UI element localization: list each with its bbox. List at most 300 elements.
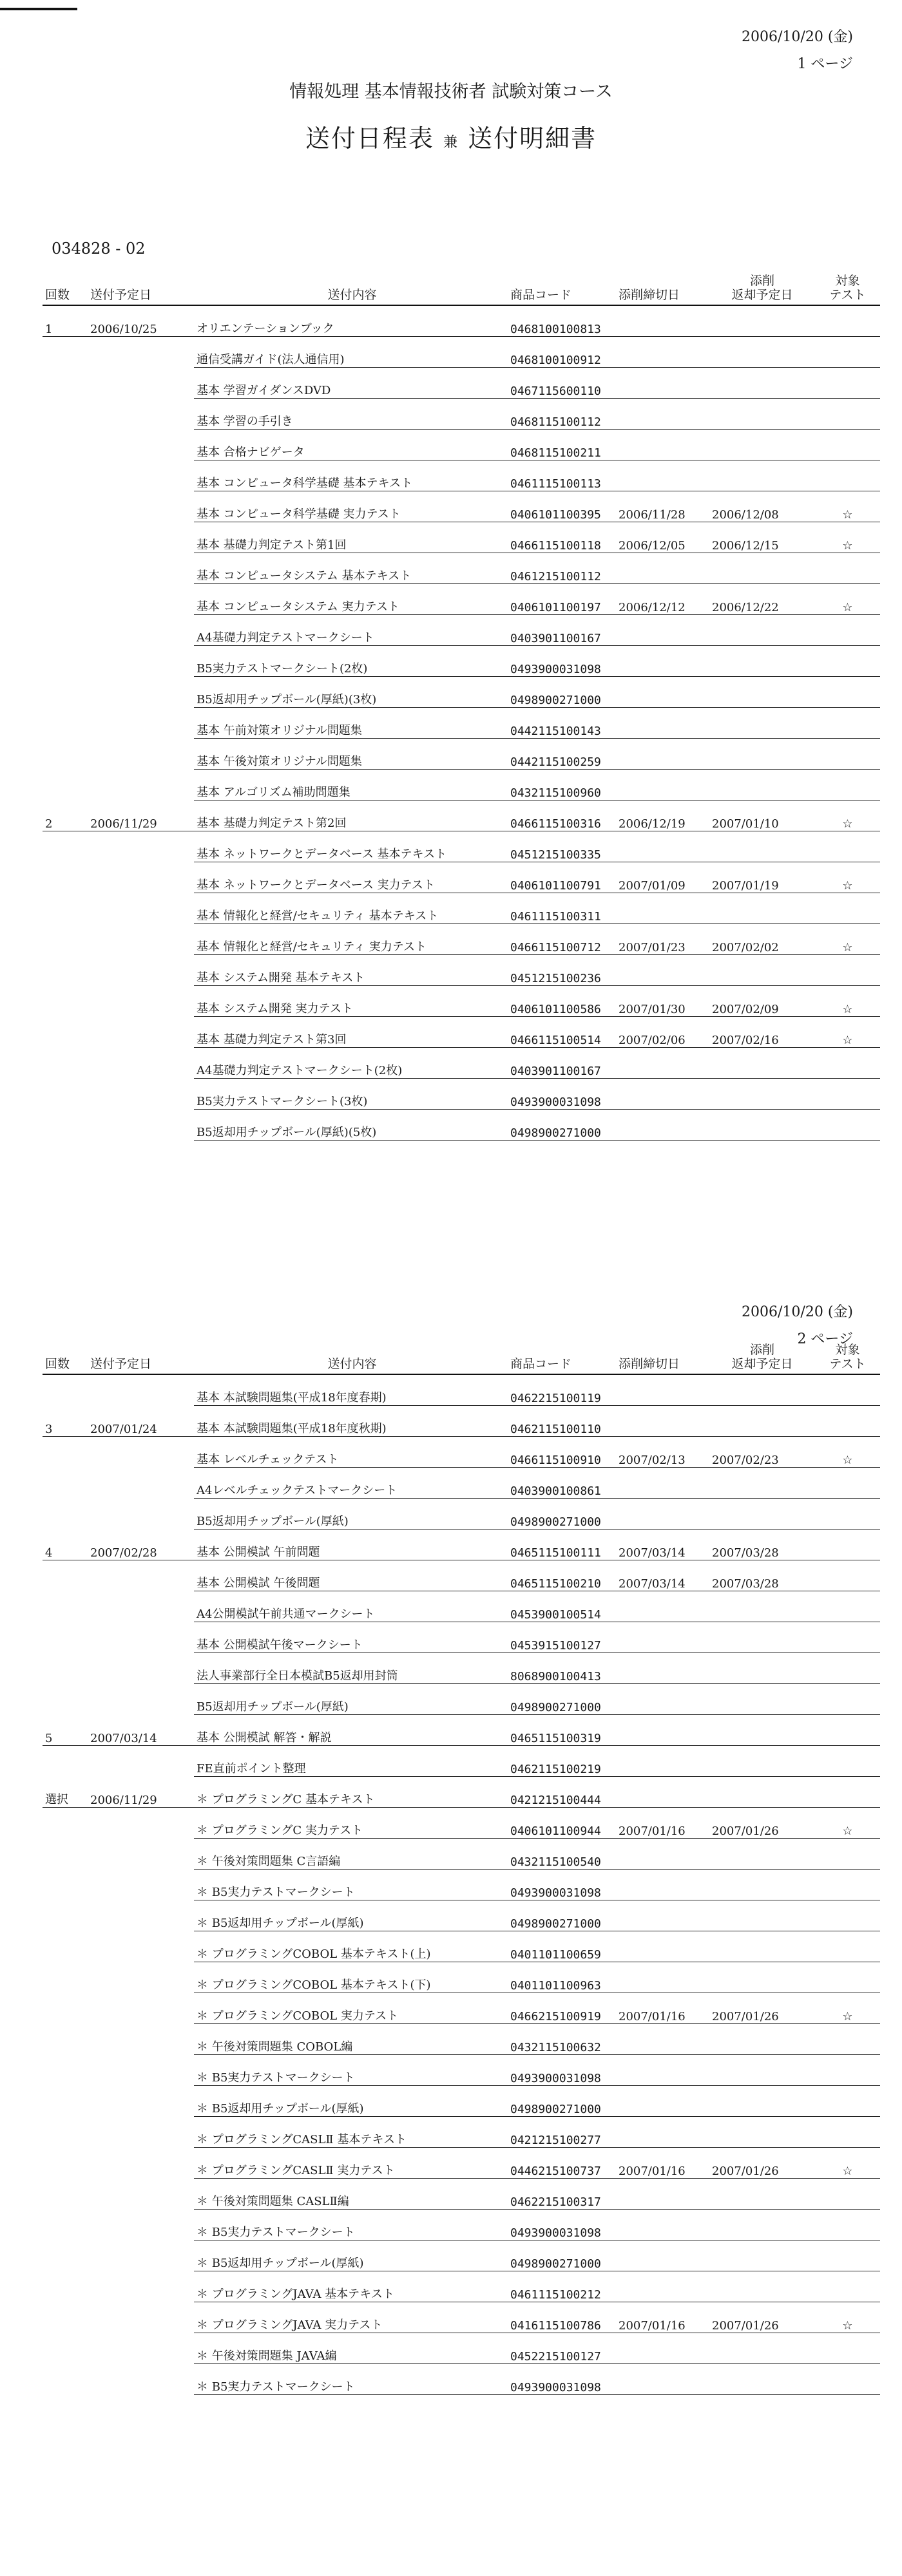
target-test-cell	[812, 2364, 880, 2395]
table-row	[43, 2364, 880, 2395]
kai-cell	[43, 1653, 88, 1684]
item-cell: 基本 公開模試 午後問題	[194, 1560, 508, 1591]
deadline-cell: 2006/12/05	[616, 522, 709, 553]
return-date-cell	[709, 460, 812, 491]
return-date-cell	[709, 831, 812, 862]
kai-cell	[43, 1931, 88, 1962]
table-row	[43, 1017, 880, 1048]
return-date-cell	[709, 1406, 812, 1437]
date-cell	[88, 615, 194, 646]
kai-cell	[43, 460, 88, 491]
kai-cell	[43, 430, 88, 460]
table-row	[43, 1374, 880, 1406]
deadline-cell: 2007/03/14	[616, 1560, 709, 1591]
deadline-cell: 2007/03/14	[616, 1530, 709, 1560]
table-row	[43, 1839, 880, 1870]
table-row	[43, 800, 880, 831]
deadline-cell: 2007/01/16	[616, 1808, 709, 1839]
date-cell	[88, 553, 194, 584]
return-date-cell	[709, 1746, 812, 1777]
deadline-cell	[616, 2210, 709, 2240]
date-cell	[88, 1017, 194, 1048]
target-test-cell	[812, 2271, 880, 2302]
item-cell: 基本 アルゴリズム補助問題集	[194, 770, 508, 800]
deadline-cell: 2007/01/16	[616, 2148, 709, 2179]
kai-cell	[43, 2302, 88, 2333]
table-row	[43, 924, 880, 955]
return-date-cell	[709, 1048, 812, 1079]
table-row	[43, 1746, 880, 1777]
return-date-cell	[709, 770, 812, 800]
target-test-cell	[812, 893, 880, 924]
item-cell: 基本 本試験問題集(平成18年度秋期)	[194, 1406, 508, 1437]
deadline-cell	[616, 739, 709, 770]
target-test-cell	[812, 1591, 880, 1622]
col-return-line2: 返却予定日	[731, 1357, 793, 1372]
table-row	[43, 305, 880, 337]
target-test-cell	[812, 1374, 880, 1406]
deadline-cell	[616, 2055, 709, 2086]
code-cell: 0498900271000	[508, 2086, 616, 2117]
table-row	[43, 399, 880, 430]
kai-cell	[43, 2055, 88, 2086]
table-row	[43, 337, 880, 368]
date-cell	[88, 1684, 194, 1715]
date-cell	[88, 2271, 194, 2302]
item-cell: ＊ プログラミングCASLⅡ 基本テキスト	[194, 2117, 508, 2148]
date-cell	[88, 1048, 194, 1079]
code-cell: 0403901100167	[508, 1048, 616, 1079]
return-date-cell	[709, 1839, 812, 1870]
deadline-cell: 2007/01/23	[616, 924, 709, 955]
item-cell: 基本 公開模試 解答・解説	[194, 1715, 508, 1746]
deadline-cell: 2007/02/06	[616, 1017, 709, 1048]
table-row	[43, 1715, 880, 1746]
deadline-cell	[616, 2240, 709, 2271]
kai-cell	[43, 1374, 88, 1406]
item-cell: B5返却用チップボール(厚紙)(3枚)	[194, 677, 508, 708]
deadline-cell	[616, 305, 709, 337]
return-date-cell	[709, 1777, 812, 1808]
code-cell: 0493900031098	[508, 1079, 616, 1110]
code-cell: 0498900271000	[508, 1684, 616, 1715]
kai-cell	[43, 1870, 88, 1900]
code-cell: 0406101100791	[508, 862, 616, 893]
date-cell	[88, 831, 194, 862]
target-test-cell	[812, 1110, 880, 1141]
return-date-cell: 2007/01/26	[709, 1993, 812, 2024]
date-cell	[88, 739, 194, 770]
kai-cell	[43, 770, 88, 800]
kai-cell	[43, 708, 88, 739]
target-test-cell	[812, 2024, 880, 2055]
return-date-cell: 2007/03/28	[709, 1560, 812, 1591]
return-date-cell: 2007/01/19	[709, 862, 812, 893]
col-kai: 回数	[43, 1332, 88, 1374]
kai-cell: 2	[43, 800, 88, 831]
target-test-cell	[812, 553, 880, 584]
code-cell: 0452215100127	[508, 2333, 616, 2364]
kai-cell	[43, 1017, 88, 1048]
code-cell: 0493900031098	[508, 2364, 616, 2395]
col-target-line1: 対象	[835, 1343, 860, 1358]
item-cell: 基本 基礎力判定テスト第3回	[194, 1017, 508, 1048]
return-date-cell: 2007/01/26	[709, 1808, 812, 1839]
deadline-cell	[616, 1374, 709, 1406]
table-row	[43, 646, 880, 677]
table-row	[43, 677, 880, 708]
date-cell	[88, 986, 194, 1017]
date-cell	[88, 1808, 194, 1839]
table-row	[43, 2240, 880, 2271]
table-row	[43, 2179, 880, 2210]
deadline-cell: 2007/01/30	[616, 986, 709, 1017]
code-cell: 0498900271000	[508, 677, 616, 708]
kai-cell	[43, 1839, 88, 1870]
code-cell: 0466115100316	[508, 800, 616, 831]
date-cell	[88, 893, 194, 924]
col-target-line2: テスト	[829, 288, 866, 303]
deadline-cell: 2006/12/19	[616, 800, 709, 831]
table-row	[43, 584, 880, 615]
kai-cell	[43, 739, 88, 770]
code-cell: 0451215100335	[508, 831, 616, 862]
item-cell: ＊ プログラミングCOBOL 実力テスト	[194, 1993, 508, 2024]
return-date-cell: 2006/12/22	[709, 584, 812, 615]
issue-date: 2006/10/20 (金)	[742, 29, 853, 45]
item-cell: 基本 コンピュータシステム 基本テキスト	[194, 553, 508, 584]
date-cell	[88, 2240, 194, 2271]
code-cell: 0461115100212	[508, 2271, 616, 2302]
item-cell: 基本 基礎力判定テスト第1回	[194, 522, 508, 553]
deadline-cell	[616, 1622, 709, 1653]
deadline-cell	[616, 893, 709, 924]
item-cell: ＊ B5実力テストマークシート	[194, 2055, 508, 2086]
kai-cell	[43, 2364, 88, 2395]
kai-cell	[43, 1808, 88, 1839]
col-code: 商品コード	[508, 263, 616, 305]
date-cell	[88, 2364, 194, 2395]
target-test-cell	[812, 646, 880, 677]
code-cell: 0498900271000	[508, 2240, 616, 2271]
date-cell	[88, 1468, 194, 1499]
deadline-cell	[616, 708, 709, 739]
code-cell: 0466115100910	[508, 1437, 616, 1468]
title-conjunction: 兼	[443, 135, 459, 151]
col-return	[709, 1332, 812, 1374]
deadline-cell	[616, 1777, 709, 1808]
item-cell: 基本 コンピュータ科学基礎 実力テスト	[194, 491, 508, 522]
date-cell: 2006/11/29	[88, 1777, 194, 1808]
target-test-cell	[812, 955, 880, 986]
code-cell: 0466115100514	[508, 1017, 616, 1048]
date-cell	[88, 2055, 194, 2086]
item-cell: ＊ 午後対策問題集 JAVA編	[194, 2333, 508, 2364]
target-test-cell	[812, 2333, 880, 2364]
return-date-cell	[709, 2240, 812, 2271]
item-cell: A4基礎力判定テストマークシート(2枚)	[194, 1048, 508, 1079]
table-row	[43, 1437, 880, 1468]
date-cell	[88, 1839, 194, 1870]
target-test-cell	[812, 1530, 880, 1560]
code-cell: 0442115100259	[508, 739, 616, 770]
table-row	[43, 2210, 880, 2240]
return-date-cell: 2007/03/28	[709, 1530, 812, 1560]
item-cell: ＊ B5実力テストマークシート	[194, 2364, 508, 2395]
deadline-cell: 2007/01/09	[616, 862, 709, 893]
deadline-cell: 2007/02/13	[616, 1437, 709, 1468]
code-cell: 0498900271000	[508, 1110, 616, 1141]
item-cell: 基本 合格ナビゲータ	[194, 430, 508, 460]
page-number: 2 ページ	[797, 1331, 853, 1347]
target-test-cell	[812, 460, 880, 491]
target-test-cell	[812, 430, 880, 460]
table-row	[43, 1048, 880, 1079]
kai-cell	[43, 986, 88, 1017]
code-cell: 0406101100395	[508, 491, 616, 522]
date-cell	[88, 708, 194, 739]
date-cell	[88, 1870, 194, 1900]
deadline-cell	[616, 1746, 709, 1777]
return-date-cell: 2007/02/23	[709, 1437, 812, 1468]
return-date-cell: 2007/02/02	[709, 924, 812, 955]
item-cell: B5実力テストマークシート(2枚)	[194, 646, 508, 677]
target-test-cell	[812, 1499, 880, 1530]
date-cell	[88, 2302, 194, 2333]
item-cell: 基本 公開模試 午前問題	[194, 1530, 508, 1560]
target-test-cell	[812, 1079, 880, 1110]
item-cell: B5返却用チップボール(厚紙)	[194, 1499, 508, 1530]
date-cell	[88, 770, 194, 800]
code-cell: 0461115100113	[508, 460, 616, 491]
kai-cell	[43, 1079, 88, 1110]
date-cell	[88, 1437, 194, 1468]
target-test-cell	[812, 615, 880, 646]
table-row	[43, 2271, 880, 2302]
table-row	[43, 2086, 880, 2117]
col-return-line1: 添削	[749, 274, 774, 289]
item-cell: ＊ プログラミングJAVA 基本テキスト	[194, 2271, 508, 2302]
target-test-cell: ☆	[812, 862, 880, 893]
target-test-cell: ☆	[812, 2148, 880, 2179]
item-cell: 基本 レベルチェックテスト	[194, 1437, 508, 1468]
table-row	[43, 1406, 880, 1437]
code-cell: 0421215100444	[508, 1777, 616, 1808]
target-test-cell	[812, 337, 880, 368]
code-cell: 0462115100219	[508, 1746, 616, 1777]
code-cell: 0493900031098	[508, 2210, 616, 2240]
item-cell: B5返却用チップボール(厚紙)	[194, 1684, 508, 1715]
date-cell	[88, 1900, 194, 1931]
date-cell	[88, 460, 194, 491]
code-cell: 0403901100167	[508, 615, 616, 646]
deadline-cell	[616, 770, 709, 800]
deadline-cell: 2006/11/28	[616, 491, 709, 522]
table-row	[43, 1808, 880, 1839]
return-date-cell	[709, 1110, 812, 1141]
return-date-cell: 2007/02/16	[709, 1017, 812, 1048]
kai-cell	[43, 831, 88, 862]
item-cell: オリエンテーションブック	[194, 305, 508, 337]
target-test-cell	[812, 677, 880, 708]
code-cell: 0493900031098	[508, 1870, 616, 1900]
deadline-cell	[616, 553, 709, 584]
code-cell: 0468115100112	[508, 399, 616, 430]
table-header-row	[43, 263, 880, 305]
item-cell: 基本 コンピュータ科学基礎 基本テキスト	[194, 460, 508, 491]
table-body	[43, 1374, 880, 2395]
target-test-cell	[812, 2240, 880, 2271]
course-name: 情報処理 基本情報技術者 試験対策コース	[289, 82, 613, 102]
item-cell: B5返却用チップボール(厚紙)(5枚)	[194, 1110, 508, 1141]
target-test-cell: ☆	[812, 986, 880, 1017]
return-date-cell: 2007/01/10	[709, 800, 812, 831]
target-test-cell	[812, 1468, 880, 1499]
col-deadline: 添削締切日	[616, 1332, 709, 1374]
code-cell: 0462115100110	[508, 1406, 616, 1437]
target-test-cell: ☆	[812, 800, 880, 831]
kai-cell	[43, 955, 88, 986]
target-test-cell	[812, 2086, 880, 2117]
kai-cell	[43, 1622, 88, 1653]
item-cell: 基本 システム開発 実力テスト	[194, 986, 508, 1017]
date-cell	[88, 1079, 194, 1110]
code-cell: 0406101100197	[508, 584, 616, 615]
deadline-cell	[616, 615, 709, 646]
code-cell: 0453900100514	[508, 1591, 616, 1622]
page-1	[0, 0, 902, 1256]
code-cell: 0461115100311	[508, 893, 616, 924]
return-date-cell	[709, 1931, 812, 1962]
item-cell: ＊ B5返却用チップボール(厚紙)	[194, 2240, 508, 2271]
target-test-cell	[812, 831, 880, 862]
table-row	[43, 1079, 880, 1110]
item-cell: 基本 公開模試午後マークシート	[194, 1622, 508, 1653]
table-row	[43, 893, 880, 924]
date-cell	[88, 2333, 194, 2364]
item-cell: A4レベルチェックテストマークシート	[194, 1468, 508, 1499]
date-cell	[88, 1499, 194, 1530]
return-date-cell	[709, 646, 812, 677]
item-cell: 基本 ネットワークとデータベース 基本テキスト	[194, 831, 508, 862]
return-date-cell	[709, 1499, 812, 1530]
item-cell: ＊ 午後対策問題集 COBOL編	[194, 2024, 508, 2055]
date-cell	[88, 1591, 194, 1622]
return-date-cell	[709, 2364, 812, 2395]
deadline-cell	[616, 1900, 709, 1931]
return-date-cell	[709, 615, 812, 646]
col-return-line1: 添削	[749, 1343, 774, 1358]
return-date-cell: 2007/01/26	[709, 2148, 812, 2179]
target-test-cell	[812, 399, 880, 430]
kai-cell: 1	[43, 305, 88, 337]
item-cell: ＊ B5実力テストマークシート	[194, 1870, 508, 1900]
deadline-cell: 2007/01/16	[616, 2302, 709, 2333]
code-cell: 0498900271000	[508, 1499, 616, 1530]
deadline-cell	[616, 2024, 709, 2055]
target-test-cell	[812, 1962, 880, 1993]
item-cell: A4基礎力判定テストマークシート	[194, 615, 508, 646]
table-row	[43, 460, 880, 491]
item-cell: B5実力テストマークシート(3枚)	[194, 1079, 508, 1110]
deadline-cell	[616, 831, 709, 862]
code-cell: 0468100100813	[508, 305, 616, 337]
col-target	[812, 1332, 880, 1374]
table-row	[43, 2302, 880, 2333]
code-cell: 0416115100786	[508, 2302, 616, 2333]
deadline-cell	[616, 460, 709, 491]
kai-cell: 選択	[43, 1777, 88, 1808]
kai-cell	[43, 1746, 88, 1777]
deadline-cell	[616, 1499, 709, 1530]
table-row	[43, 708, 880, 739]
target-test-cell	[812, 2179, 880, 2210]
kai-cell	[43, 924, 88, 955]
item-cell: ＊ B5返却用チップボール(厚紙)	[194, 2086, 508, 2117]
table-row	[43, 1653, 880, 1684]
target-test-cell	[812, 739, 880, 770]
code-cell: 0466115100712	[508, 924, 616, 955]
deadline-cell	[616, 1468, 709, 1499]
target-test-cell	[812, 1560, 880, 1591]
code-cell: 0498900271000	[508, 1900, 616, 1931]
deadline-cell	[616, 1839, 709, 1870]
item-cell: ＊ 午後対策問題集 C言語編	[194, 1839, 508, 1870]
date-cell	[88, 2179, 194, 2210]
item-cell: ＊ プログラミングC 基本テキスト	[194, 1777, 508, 1808]
table-row	[43, 615, 880, 646]
target-test-cell: ☆	[812, 491, 880, 522]
kai-cell	[43, 1993, 88, 2024]
target-test-cell	[812, 2055, 880, 2086]
date-cell	[88, 491, 194, 522]
deadline-cell	[616, 1962, 709, 1993]
table-row	[43, 1962, 880, 1993]
return-date-cell	[709, 708, 812, 739]
item-cell: 法人事業部行全日本模試B5返却用封筒	[194, 1653, 508, 1684]
date-cell	[88, 646, 194, 677]
target-test-cell: ☆	[812, 1017, 880, 1048]
deadline-cell	[616, 1715, 709, 1746]
table-row	[43, 368, 880, 399]
return-date-cell	[709, 1684, 812, 1715]
target-test-cell	[812, 1406, 880, 1437]
page-2	[0, 1275, 902, 2576]
return-date-cell	[709, 553, 812, 584]
schedule-table	[43, 1332, 880, 2395]
item-cell: 通信受講ガイド(法人通信用)	[194, 337, 508, 368]
item-cell: 基本 午後対策オリジナル問題集	[194, 739, 508, 770]
target-test-cell	[812, 1715, 880, 1746]
table-row	[43, 1499, 880, 1530]
return-date-cell: 2007/02/09	[709, 986, 812, 1017]
code-cell: 0453915100127	[508, 1622, 616, 1653]
return-date-cell	[709, 1468, 812, 1499]
return-date-cell	[709, 2117, 812, 2148]
kai-cell	[43, 1900, 88, 1931]
target-test-cell	[812, 770, 880, 800]
item-cell: 基本 情報化と経営/セキュリティ 実力テスト	[194, 924, 508, 955]
table-row	[43, 1622, 880, 1653]
code-cell: 0465115100210	[508, 1560, 616, 1591]
target-test-cell	[812, 1777, 880, 1808]
table-row	[43, 1900, 880, 1931]
return-date-cell	[709, 1591, 812, 1622]
table-row	[43, 491, 880, 522]
target-test-cell: ☆	[812, 584, 880, 615]
target-test-cell	[812, 1931, 880, 1962]
code-cell: 0462215100317	[508, 2179, 616, 2210]
